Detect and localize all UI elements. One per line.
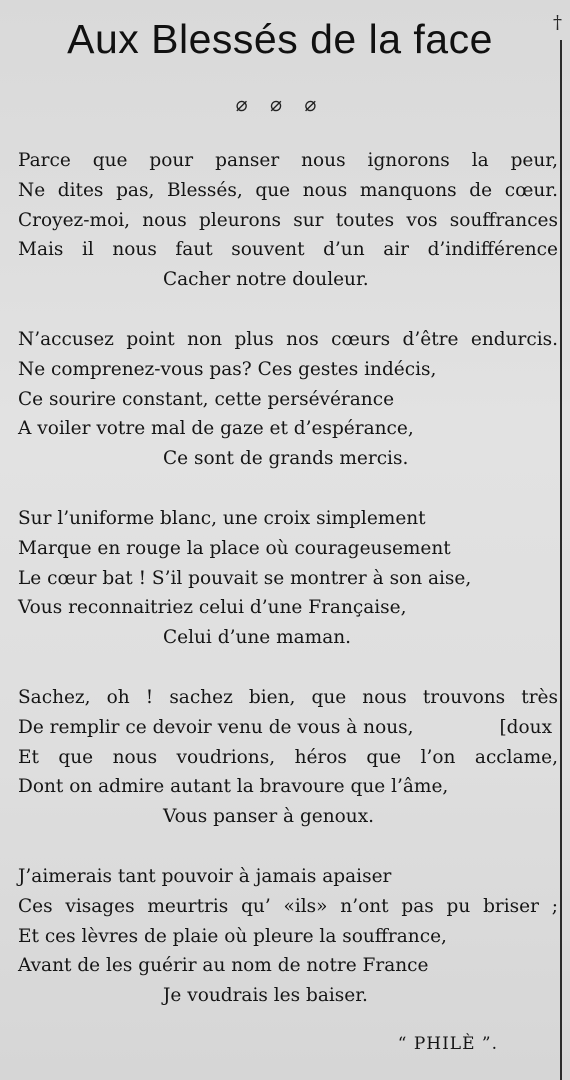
poem-line: Sachez, oh ! sachez bien, que nous trouvons très xyxy=(18,686,558,708)
stanza-2 xyxy=(18,325,558,474)
poem-line: Parce que pour panser nous ignorons la peur, xyxy=(18,150,558,171)
poem-line: Ce sourire constant, cette persévérance xyxy=(18,388,395,410)
stanza-4 xyxy=(18,683,558,832)
poem-line: Sur l’uniforme blanc, une croix simplement xyxy=(18,507,426,529)
ornament-divider: ⌀ ⌀ ⌀ xyxy=(235,92,325,116)
poem-refrain: Vous panser à genoux. xyxy=(163,806,375,828)
stanza-3 xyxy=(18,504,558,653)
poem-line: Croyez-moi, nous pleurons sur toutes vos souffrances xyxy=(18,209,558,231)
author-signature: “ PHILÈ ”. xyxy=(397,1034,498,1054)
poem-refrain: Celui d’une maman. xyxy=(163,627,352,649)
poem-line: Marque en rouge la place où courageusement xyxy=(18,537,451,559)
poem-line: Ces visages meurtris qu’ «ils» n’ont pas pu briser ; xyxy=(18,895,558,917)
poem-line xyxy=(18,713,558,743)
poem-line: J’aimerais tant pouvoir à jamais apaiser xyxy=(18,865,392,887)
poem-line: Et ces lèvres de plaie où pleure la souffrance, xyxy=(18,925,447,947)
poem-line: Mais il nous faut souvent d’un air d’indifférence xyxy=(18,239,558,261)
dagger-mark: † xyxy=(553,12,562,33)
stanza-1 xyxy=(18,146,558,295)
poem-refrain: Cacher notre douleur. xyxy=(163,269,369,291)
poem-line: Ne comprenez-vous pas? Ces gestes indécis, xyxy=(18,358,437,380)
poem-refrain: Ce sont de grands mercis. xyxy=(163,448,409,470)
column-rule xyxy=(560,40,562,1080)
poem-line: Vous reconnaitriez celui d’une Française, xyxy=(18,597,407,619)
poem-body xyxy=(18,146,558,1041)
poem-line: Le cœur bat ! S’il pouvait se montrer à son aise, xyxy=(18,567,472,589)
poem-line: Avant de les guérir au nom de notre France xyxy=(18,955,429,977)
poem-line: Ne dites pas, Blessés, que nous manquons de cœur. xyxy=(18,179,558,201)
stanza-5 xyxy=(18,862,558,1011)
overflow-word: [doux xyxy=(499,716,552,738)
poem-line: N’accusez point non plus nos cœurs d’être endurcis. xyxy=(18,328,558,350)
poem-line: Dont on admire autant la bravoure que l’âme, xyxy=(18,776,449,798)
poem-line: Et que nous voudrions, héros que l’on acclame, xyxy=(18,746,558,768)
poem-refrain: Je voudrais les baiser. xyxy=(163,985,368,1007)
poem-line-text: De remplir ce devoir venu de vous à nous, xyxy=(18,716,414,738)
poem-title: Aux Blessés de la face xyxy=(67,16,493,62)
poem-line: A voiler votre mal de gaze et d’espérance, xyxy=(18,418,414,440)
